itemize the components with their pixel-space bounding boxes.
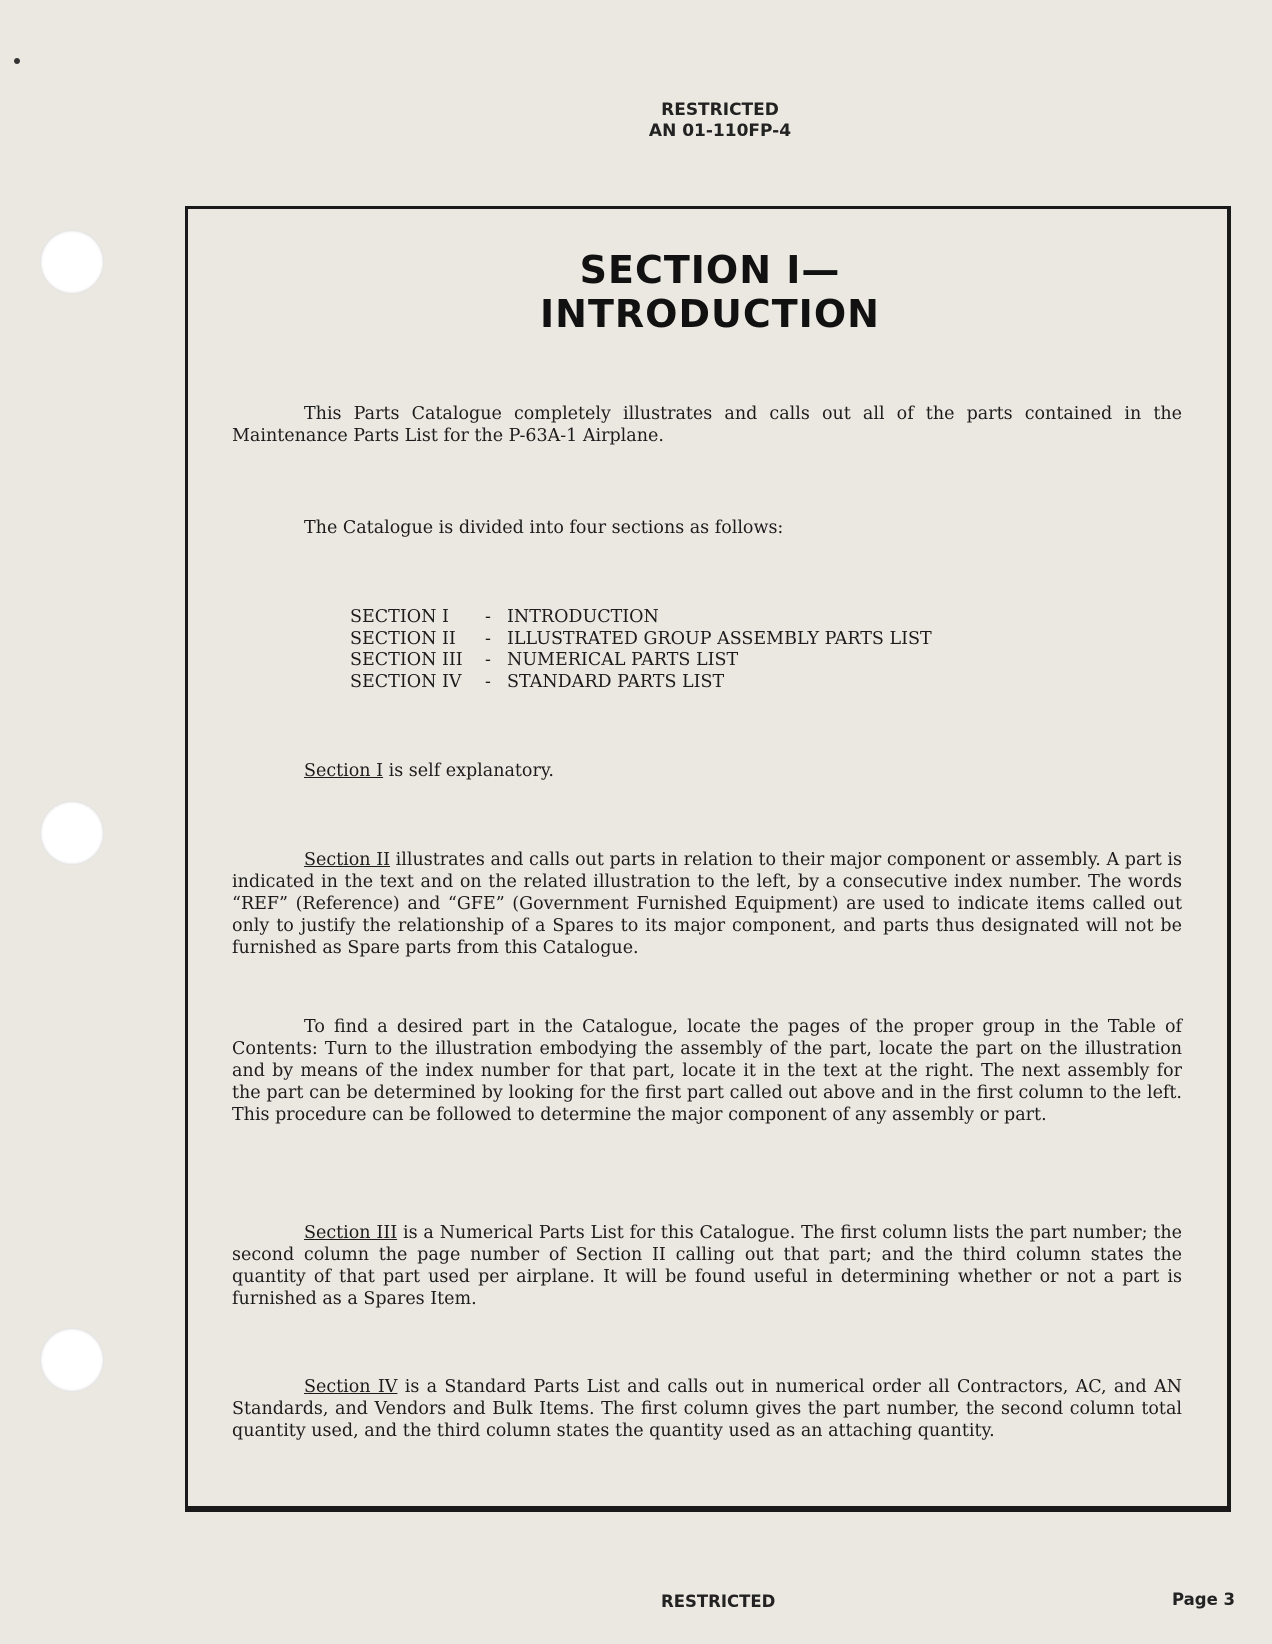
page-header [0,100,1272,142]
sections-list-item: SECTION I - INTRODUCTION [350,607,659,627]
header-classification: RESTRICTED [661,100,779,120]
sections-list-item: SECTION II - ILLUSTRATED GROUP ASSEMBLY PARTS LIST [350,628,932,649]
section2-paragraph: Section II illustrates and calls out parts in relation to their major component or assembly. A part is indicated in the text and on the related illustration to the left, by a consecutive index number. The words “REF” (Reference) and “GFE” (Government Furnished Equipment) are used to indicate items called out only to justify the relationship of a Spares to its major component, and parts thus designated will not be furnished as Spare parts from this Catalogue. [232,850,1182,958]
punch-hole-top [40,230,104,294]
header-document-number: AN 01-110FP-4 [648,121,792,141]
sections-list-item: SECTION IV - STANDARD PARTS LIST [350,671,725,692]
intro-paragraph: This Parts Catalogue completely illustrates and calls out all of the parts contained in the Maintenance Parts List for the P-63A-1 Airplane. [232,404,1182,446]
section3-paragraph: Section III is a Numerical Parts List for this Catalogue. The first column lists the part number; the second column the page number of Section II calling out that part; and the third column states the quantity of that part used per airplane. It will be found useful in determining whether or not a part is furnished as a Spares Item. [232,1223,1182,1309]
section-title: SECTION I—INTRODUCTION [540,248,880,336]
page-number: Page 3 [1172,1590,1236,1609]
section1-paragraph: Section I is self explanatory. [304,761,554,781]
sections-list-item: SECTION III - NUMERICAL PARTS LIST [350,650,739,670]
footer-classification: RESTRICTED [661,1592,776,1611]
scan-mark [14,58,20,64]
section3-ref: Section III [304,1223,398,1243]
section1-ref: Section I [304,761,384,781]
punch-hole-middle [40,801,104,865]
punch-hole-bottom [40,1328,104,1392]
section4-paragraph: Section IV is a Standard Parts List and calls out in numerical order all Contractors, AC, and AN Standards, and Vendors and Bulk Items. The first column gives the part number, the second column total quantity used, and the third column states the quantity used as an attaching quantity. [232,1377,1182,1441]
find-part-paragraph: To find a desired part in the Catalogue, locate the pages of the proper group in the Table of Contents: Turn to the illustration embodying the assembly of the part, locate the part on the illustration and by means of the index number for that part, locate it in the text at the right. The next assembly for the part can be determined by looking for the first part called out above and in the first column to the left. This procedure can be followed to determine the major component of any assembly or part. [232,1017,1182,1125]
sections-list [350,607,932,693]
divided-paragraph: The Catalogue is divided into four sections as follows: [304,518,784,538]
section2-ref: Section II [304,850,391,870]
section4-ref: Section IV [304,1377,398,1397]
